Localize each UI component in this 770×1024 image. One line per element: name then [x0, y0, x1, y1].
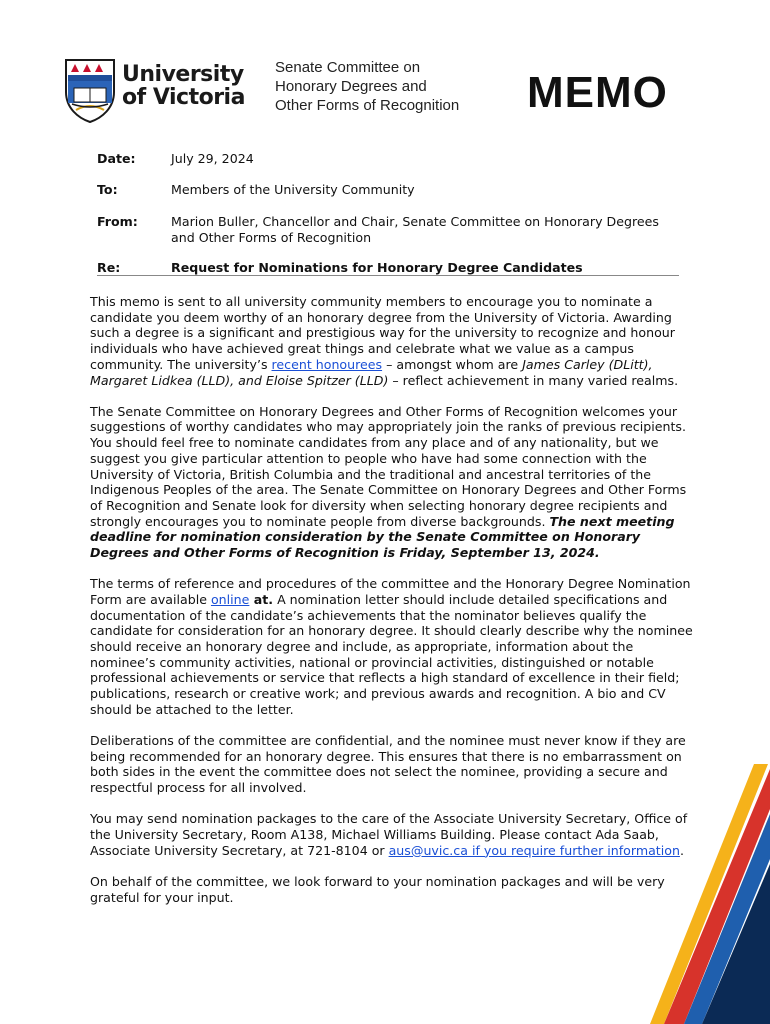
- memo-body: [90, 294, 700, 921]
- recent-honourees-link[interactable]: recent honourees: [271, 356, 383, 372]
- committee-line-1: Senate Committee on: [275, 59, 421, 76]
- subject-divider: [97, 275, 679, 276]
- to-label: To:: [97, 182, 118, 197]
- logo-line-2: of Victoria: [122, 85, 245, 110]
- logo-line-1: University: [122, 62, 244, 87]
- re-value: Request for Nominations for Honorary Degree Candidates: [171, 260, 583, 275]
- committee-heading: [275, 58, 459, 115]
- paragraph-3-text-b: at.: [249, 591, 274, 607]
- honouree-names: James Carley (DLitt), Margaret Lidkea (LLD), and Eloise Spitzer (LLD): [90, 356, 653, 388]
- paragraph-3-text-c: A nomination letter should include detailed specifications and documentation of the candidate’s achievements that the nominator believes qualify the candidate for consideration for an honorary degree. It should clearly describe why the nominee should receive an honorary degree and include, as appropriate, information about the nominee’s community activities, national or provincial activities, distinguished or notable professional achievements or service that reflects a high standard of excellence in their field; publications, research or creative work; and previous awards and recognition. A bio and CV should be attached to the letter.: [90, 591, 693, 717]
- paragraph-2-text: The Senate Committee on Honorary Degrees and Other Forms of Recognition welcomes your suggestions of worthy candidates who may appropriately join the ranks of previous recipients. You should feel free to nominate candidates from any place and of any nationality, but we suggest you give particular attention to people who have had some connection with the University of Victoria, British Columbia and the traditional and ancestral territories of the Indigenous Peoples of the area. The Senate Committee on Honorary Degrees and Other Forms of Recognition and Senate look for diversity when selecting honorary degree recipients and strongly encourages you to nominate people from diverse backgrounds.: [90, 403, 687, 529]
- paragraph-1: [90, 294, 700, 388]
- paragraph-4: Deliberations of the committee are confidential, and the nominee must never know if they are being recommended for an honorary degree. This ensures that there is no embarrassment on both sides in the event the committee does not select the nominee, providing a secure and respectful process for all involved.: [90, 733, 686, 796]
- paragraph-2: [90, 404, 700, 561]
- memo-title: MEMO: [527, 68, 668, 117]
- from-value-line-2: and Other Forms of Recognition: [171, 230, 372, 245]
- university-logo: [64, 58, 244, 124]
- paragraph-3: [90, 576, 700, 717]
- from-label: From:: [97, 214, 138, 229]
- date-value: July 29, 2024: [171, 151, 254, 166]
- paragraph-6: On behalf of the committee, we look forward to your nomination packages and will be very grateful for your input.: [90, 874, 665, 905]
- paragraph-1-text-b: – amongst whom are: [382, 356, 523, 372]
- decorative-stripes: [650, 764, 770, 1024]
- paragraph-3-text-a: The terms of reference and procedures of the committee and the Honorary Degree Nomination Form are available: [90, 576, 691, 607]
- online-link[interactable]: online: [210, 591, 250, 607]
- crest-icon: [64, 58, 116, 124]
- nomination-deadline: The next meeting deadline for nomination consideration by the Senate Committee on Honorary Degrees and Other Forms of Recognition is Friday, September 13, 2024.: [90, 513, 675, 561]
- date-label: Date:: [97, 151, 136, 166]
- committee-line-3: Other Forms of Recognition: [275, 97, 460, 114]
- paragraph-5: [90, 811, 700, 858]
- from-value-line-1: Marion Buller, Chancellor and Chair, Senate Committee on Honorary Degrees: [171, 214, 659, 229]
- paragraph-5-text-b: .: [679, 842, 684, 858]
- re-label: Re:: [97, 260, 121, 275]
- from-value: [171, 214, 691, 246]
- committee-line-2: Honorary Degrees and: [275, 78, 427, 95]
- paragraph-1-text-a: This memo is sent to all university community members to encourage you to nominate a candidate you deem worthy of an honorary degree from the University of Victoria. Awarding such a degree is a significant and prestigious way for the university to recognize and honour individuals who have achieved great things and celebrate what we value as a campus community. The university’s: [90, 294, 675, 372]
- paragraph-5-text-a: You may send nomination packages to the care of the Associate University Secretary, Office of the University Secretary, Room A138, Michael Williams Building. Please contact Ada Saab, Associate University Secretary, at 721-8104 or: [90, 811, 688, 858]
- to-value: Members of the University Community: [171, 182, 415, 197]
- email-link[interactable]: aus@uvic.ca if you require further information: [388, 842, 680, 858]
- paragraph-1-text-c: – reflect achievement in many varied realms.: [388, 372, 679, 388]
